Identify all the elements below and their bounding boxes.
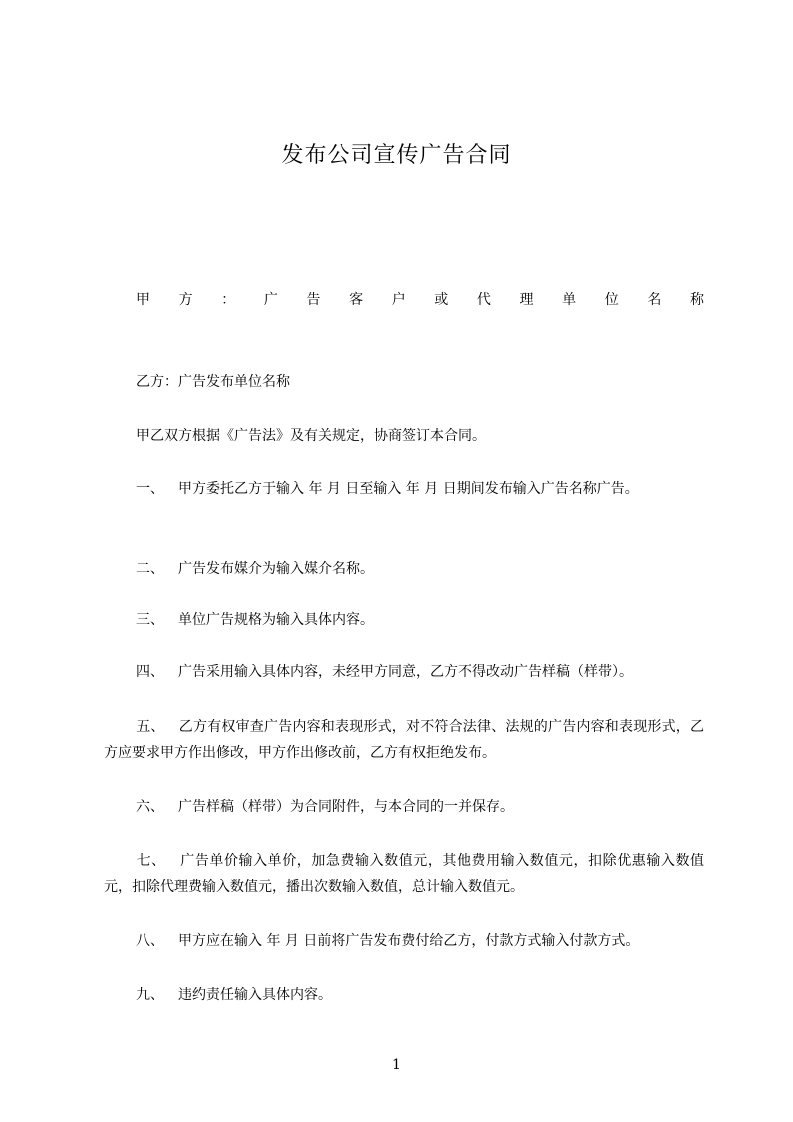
- clause-5: [104, 714, 704, 766]
- clause-text: 乙方有权审查广告内容和表现形式，对不符合法律、法规的广告内容和表现形式，乙方应要求甲方作出修改，甲方作出修改前，乙方有权拒绝发布。: [104, 719, 705, 761]
- clause-number: 七、: [136, 853, 166, 869]
- clause-7: [104, 848, 704, 900]
- party-b-line: 乙方：广告发布单位名称: [136, 374, 290, 390]
- clause-text: 广告样稿（样带）为合同附件，与本合同的一并保存。: [178, 799, 514, 815]
- clause-1: [104, 476, 704, 502]
- clause-text: 甲方应在输入 年 月 日前将广告发布费付给乙方，付款方式输入付款方式。: [178, 933, 640, 949]
- clause-6: [104, 794, 704, 820]
- clause-number: 六、: [136, 799, 164, 815]
- clause-text: 广告单价输入单价，加急费输入数值元，其他费用输入数值元，扣除优惠输入数值元，扣除代理费输入数值元，播出次数输入数值，总计输入数值元。: [104, 853, 705, 895]
- clause-8: [104, 928, 704, 954]
- clause-number: 三、: [136, 612, 164, 628]
- clause-number: 二、: [136, 561, 164, 577]
- clause-number: 九、: [136, 987, 164, 1003]
- clause-number: 四、: [136, 664, 164, 680]
- clause-number: 八、: [136, 933, 164, 949]
- intro-paragraph: 甲乙双方根据《广告法》及有关规定，协商签订本合同。: [136, 428, 486, 444]
- clause-number: 五、: [136, 719, 165, 735]
- contract-title: 发布公司宣传广告合同: [281, 143, 512, 168]
- clause-2: [104, 556, 704, 582]
- clause-text: 广告发布媒介为输入媒介名称。: [178, 561, 374, 577]
- clause-3: [104, 607, 704, 633]
- clause-number: 一、: [136, 481, 164, 497]
- clause-text: 单位广告规格为输入具体内容。: [178, 612, 374, 628]
- clause-text: 甲方委托乙方于输入 年 月 日至输入 年 月 日期间发布输入广告名称广告。: [178, 481, 639, 497]
- clause-9: [104, 982, 704, 1008]
- page-number: 1: [392, 1057, 401, 1073]
- party-a-line: 甲方：广告客户或代理单位名称: [136, 292, 704, 308]
- clause-text: 违约责任输入具体内容。: [178, 987, 332, 1003]
- clause-text: 广告采用输入具体内容，未经甲方同意，乙方不得改动广告样稿（样带）。: [178, 664, 633, 680]
- clause-4: [104, 659, 704, 685]
